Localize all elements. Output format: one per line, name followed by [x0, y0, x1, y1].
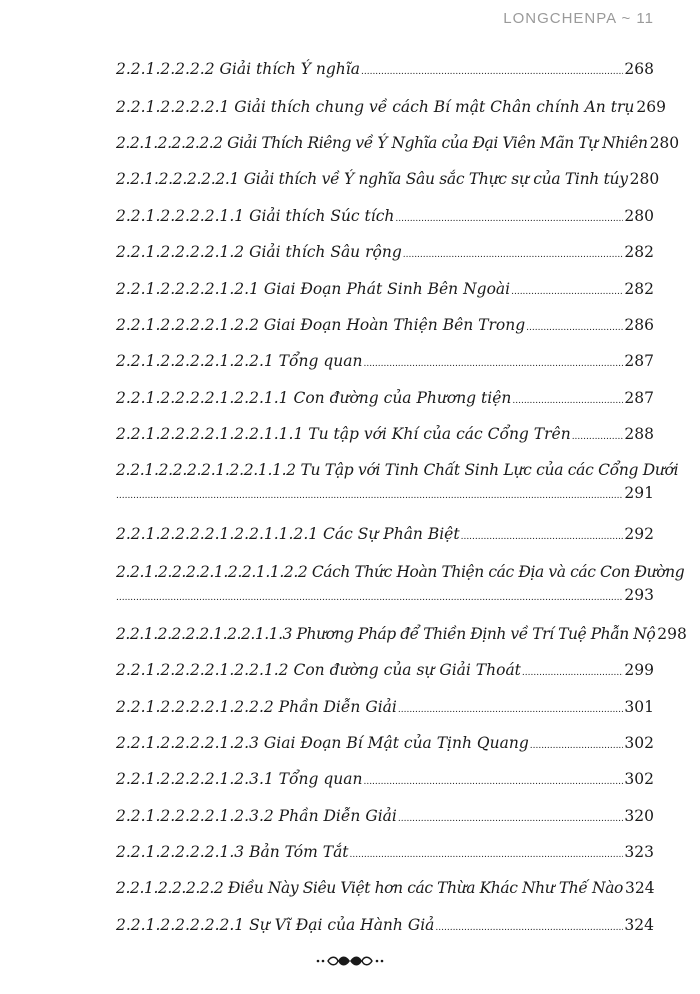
dot-leader	[512, 391, 623, 411]
toc-entry	[116, 351, 654, 374]
dot-leader	[116, 486, 623, 506]
toc-entry-title: 2.2.1.2.2.2.2.2 Điều Này Siêu Việt hơn các Thừa Khác Như Thế Nào	[116, 879, 623, 897]
toc-entry-page: 291	[624, 484, 654, 502]
toc-entry	[116, 279, 654, 302]
toc-entry	[116, 524, 654, 547]
dot-leader	[511, 282, 623, 302]
toc-entry-title: 2.2.1.2.2.2.2.1.2.2.1.1.2 Tu Tập với Tinh Chất Sinh Lực của các Cổng Dưới	[116, 461, 679, 479]
toc-entry-page: 280	[624, 207, 654, 225]
toc-entry	[116, 806, 654, 829]
toc-entry-title: 2.2.1.2.2.2.2.1.2.2.1.1.3 Phương Pháp để Thiền Định về Trí Tuệ Phẫn Nộ	[116, 625, 656, 643]
dot-leader	[363, 772, 623, 792]
toc-entry-page: 302	[624, 770, 654, 788]
toc-entry	[116, 315, 654, 338]
toc-entry-page: 280	[649, 134, 680, 152]
toc-entry	[116, 460, 679, 506]
dot-leader	[403, 245, 624, 265]
dot-leader	[361, 62, 623, 82]
dot-leader	[461, 527, 624, 547]
dot-leader	[350, 845, 624, 865]
toc-entry-page: 302	[624, 734, 654, 752]
dot-leader	[522, 663, 623, 683]
toc-entry	[116, 206, 654, 229]
toc-entry-page: 324	[624, 916, 654, 934]
toc-entry	[116, 242, 654, 265]
toc-entry	[116, 59, 654, 82]
toc-entry-page: 324	[625, 879, 655, 897]
toc-entry-page: 268	[624, 60, 654, 78]
toc-entry	[116, 660, 654, 683]
toc-entry	[116, 769, 654, 792]
toc-entry-title: 2.2.1.2.2.2.2.1.2.3.1 Tổng quan	[116, 770, 363, 788]
toc-entry	[116, 697, 654, 720]
toc-entry-title: 2.2.1.2.2.2.2.1.2.2.2 Phần Diễn Giải	[116, 698, 397, 716]
toc-entry-title: 2.2.1.2.2.2.2.1.2.1 Giai Đoạn Phát Sinh Bên Ngoài	[116, 280, 511, 298]
toc-entry-title: 2.2.1.2.2.2.2.1.2.2.1.1 Con đường của Phương tiện	[116, 389, 512, 407]
toc-entry-title: 2.2.1.2.2.2.2.1.2.2.1.1.1 Tu tập với Khí của các Cổng Trên	[116, 425, 571, 443]
dot-leader	[395, 209, 623, 229]
toc-entry-page: 280	[629, 170, 660, 188]
toc-entry-title: 2.2.1.2.2.2.2.1.2.2.1.1.2.1 Các Sự Phân Biệt	[116, 525, 460, 543]
toc-entry-title: 2.2.1.2.2.2.2.1.2.3 Giai Đoạn Bí Mật của Tịnh Quang	[116, 734, 529, 752]
toc-entry	[116, 388, 654, 411]
dot-leader	[526, 318, 623, 338]
toc-entry	[116, 97, 666, 120]
toc-entry	[116, 133, 680, 156]
toc-entry-title: 2.2.1.2.2.2.2.1.2.2 Giai Đoạn Hoàn Thiện Bên Trong	[116, 316, 526, 334]
toc-entry-title: 2.2.1.2.2.2.2.1.2.2.1.2 Con đường của sự Giải Thoát	[116, 661, 521, 679]
toc-entry	[116, 915, 654, 938]
toc-entry-title: 2.2.1.2.2.2.2.1.2.2.1 Tổng quan	[116, 352, 363, 370]
toc-entry-title: 2.2.1.2.2.2.2.2.1 Sự Vĩ Đại của Hành Giả	[116, 916, 435, 934]
toc-entry-title: 2.2.1.2.2.2.2.1.2 Giải thích Sâu rộng	[116, 243, 402, 261]
toc-entry	[116, 878, 654, 901]
toc-entry-title: 2.2.1.2.2.2.2.1.1 Giải thích Súc tích	[116, 207, 395, 225]
toc-entry-page: 287	[624, 352, 654, 370]
toc-entry-page: 282	[624, 280, 654, 298]
toc-entry	[116, 562, 685, 608]
scroll-ornament-icon	[312, 952, 388, 970]
toc-entry-page: 282	[624, 243, 654, 261]
toc-entry-title: 2.2.1.2.2.2.2.2.1 Giải thích về Ý nghĩa Sâu sắc Thực sự của Tinh túy	[116, 170, 628, 188]
toc-entry	[116, 424, 654, 447]
toc-entry-title: 2.2.1.2.2.2.2.1.2.3.2 Phần Diễn Giải	[116, 807, 397, 825]
toc-entry	[116, 842, 654, 865]
toc-entry	[116, 169, 660, 192]
toc-entry-page: 293	[624, 586, 654, 604]
toc-entry-title: 2.2.1.2.2.2.2.2 Giải Thích Riêng về Ý Nghĩa của Đại Viên Mãn Tự Nhiên	[116, 134, 648, 152]
dot-leader	[363, 354, 623, 374]
dot-leader	[398, 700, 624, 720]
dot-leader	[572, 427, 624, 447]
dot-leader	[435, 918, 623, 938]
dot-leader	[398, 809, 624, 829]
toc-entry	[116, 624, 687, 647]
toc-entry-title: 2.2.1.2.2.2.2.1.2.2.1.1.2.2 Cách Thức Hoàn Thiện các Địa và các Con Đường	[116, 563, 685, 581]
dot-leader	[116, 588, 623, 608]
toc-entry-title: 2.2.1.2.2.2.2.1 Giải thích chung về cách Bí mật Chân chính An trụ	[116, 98, 635, 116]
toc-entry	[116, 733, 654, 756]
footer-ornament	[0, 952, 700, 974]
toc-entry-page: 292	[624, 525, 654, 543]
dot-leader	[530, 736, 624, 756]
running-header: LONGCHENPA ~ 11	[503, 10, 654, 27]
toc-entry-page: 301	[624, 698, 654, 716]
toc-entry-page: 323	[624, 843, 654, 861]
toc-entry-page: 288	[624, 425, 654, 443]
toc-entry-page: 299	[624, 661, 654, 679]
toc-entry-page: 286	[624, 316, 654, 334]
toc-entry-title: 2.2.1.2.2.2.2 Giải thích Ý nghĩa	[116, 60, 360, 78]
toc-entry-title: 2.2.1.2.2.2.2.1.3 Bản Tóm Tắt	[116, 843, 349, 861]
toc-entry-page: 287	[624, 389, 654, 407]
toc-entry-page: 320	[624, 807, 654, 825]
toc-entry-page: 269	[636, 98, 666, 116]
toc-entry-page: 298	[657, 625, 687, 643]
